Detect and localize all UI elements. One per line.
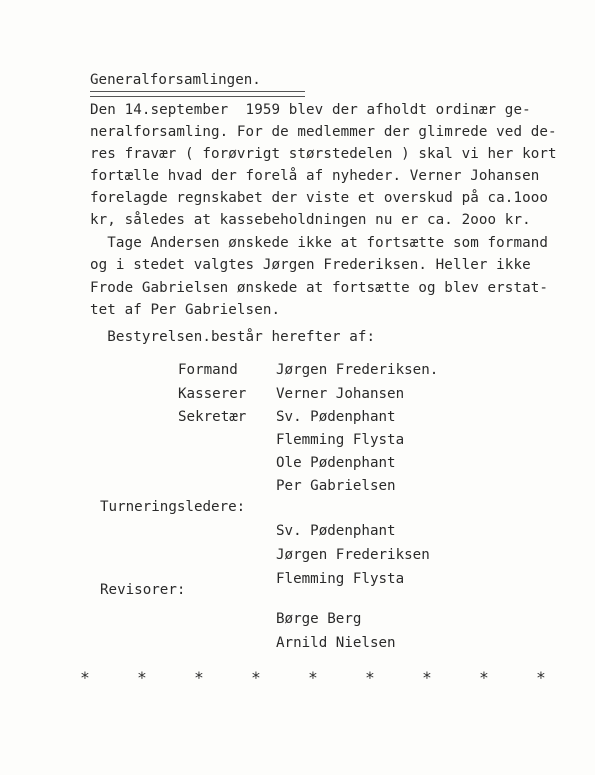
board-member-name: Flemming Flysta xyxy=(276,432,405,448)
paragraph-line: res fravær ( forøvrigt størstedelen ) skal vi her kort xyxy=(90,146,557,162)
auditors-label: Revisorer: xyxy=(100,582,186,598)
paragraph-line: Den 14.september 1959 blev der afholdt ordinær ge- xyxy=(90,102,531,118)
paragraph-line: og i stedet valgtes Jørgen Frederiksen. Heller ikke xyxy=(90,257,531,273)
board-member-name: Per Gabrielsen xyxy=(276,478,396,494)
title-double-underline xyxy=(90,91,305,97)
board-member-name: Jørgen Frederiksen. xyxy=(276,362,439,378)
star-glyph: * xyxy=(137,668,147,687)
page-title: Generalforsamlingen. xyxy=(90,72,261,88)
paragraph-line: neralforsamling. For de medlemmer der glimrede ved de- xyxy=(90,124,557,140)
board-member-name: Ole Pødenphant xyxy=(276,455,396,471)
paragraph-line: tet af Per Gabrielsen. xyxy=(90,302,281,318)
star-glyph: * xyxy=(479,668,489,687)
paragraph-line: Tage Andersen ønskede ikke at fortsætte som formand xyxy=(90,235,549,251)
role-label-sekretaer: Sekretær xyxy=(178,409,247,425)
board-member-name: Verner Johansen xyxy=(276,386,405,402)
star-glyph: * xyxy=(422,668,432,687)
star-glyph: * xyxy=(536,668,546,687)
tournament-leaders-label: Turneringsledere: xyxy=(100,499,246,515)
board-member-name: Sv. Pødenphant xyxy=(276,409,396,425)
auditor-name: Arnild Nielsen xyxy=(276,635,396,651)
star-glyph: * xyxy=(308,668,318,687)
auditor-name: Børge Berg xyxy=(276,611,362,627)
role-label-formand: Formand xyxy=(178,362,238,378)
star-glyph: * xyxy=(80,668,90,687)
paragraph-line: forelagde regnskabet der viste et overskud på ca.1ooo xyxy=(90,190,549,206)
star-separator xyxy=(78,668,548,687)
role-label-kasserer: Kasserer xyxy=(178,386,247,402)
star-glyph: * xyxy=(251,668,261,687)
star-glyph: * xyxy=(194,668,204,687)
tournament-leader-name: Flemming Flysta xyxy=(276,571,405,587)
star-glyph: * xyxy=(365,668,375,687)
board-intro: Bestyrelsen.består herefter af: xyxy=(90,329,376,345)
tournament-leader-name: Jørgen Frederiksen xyxy=(276,547,430,563)
paragraph-line: fortælle hvad der forelå af nyheder. Verner Johansen xyxy=(90,168,540,184)
paragraph-line: kr, således at kassebeholdningen nu er ca. 2ooo kr. xyxy=(90,212,531,228)
paragraph-line: Frode Gabrielsen ønskede at fortsætte og blev erstat- xyxy=(90,280,549,296)
tournament-leader-name: Sv. Pødenphant xyxy=(276,523,396,539)
